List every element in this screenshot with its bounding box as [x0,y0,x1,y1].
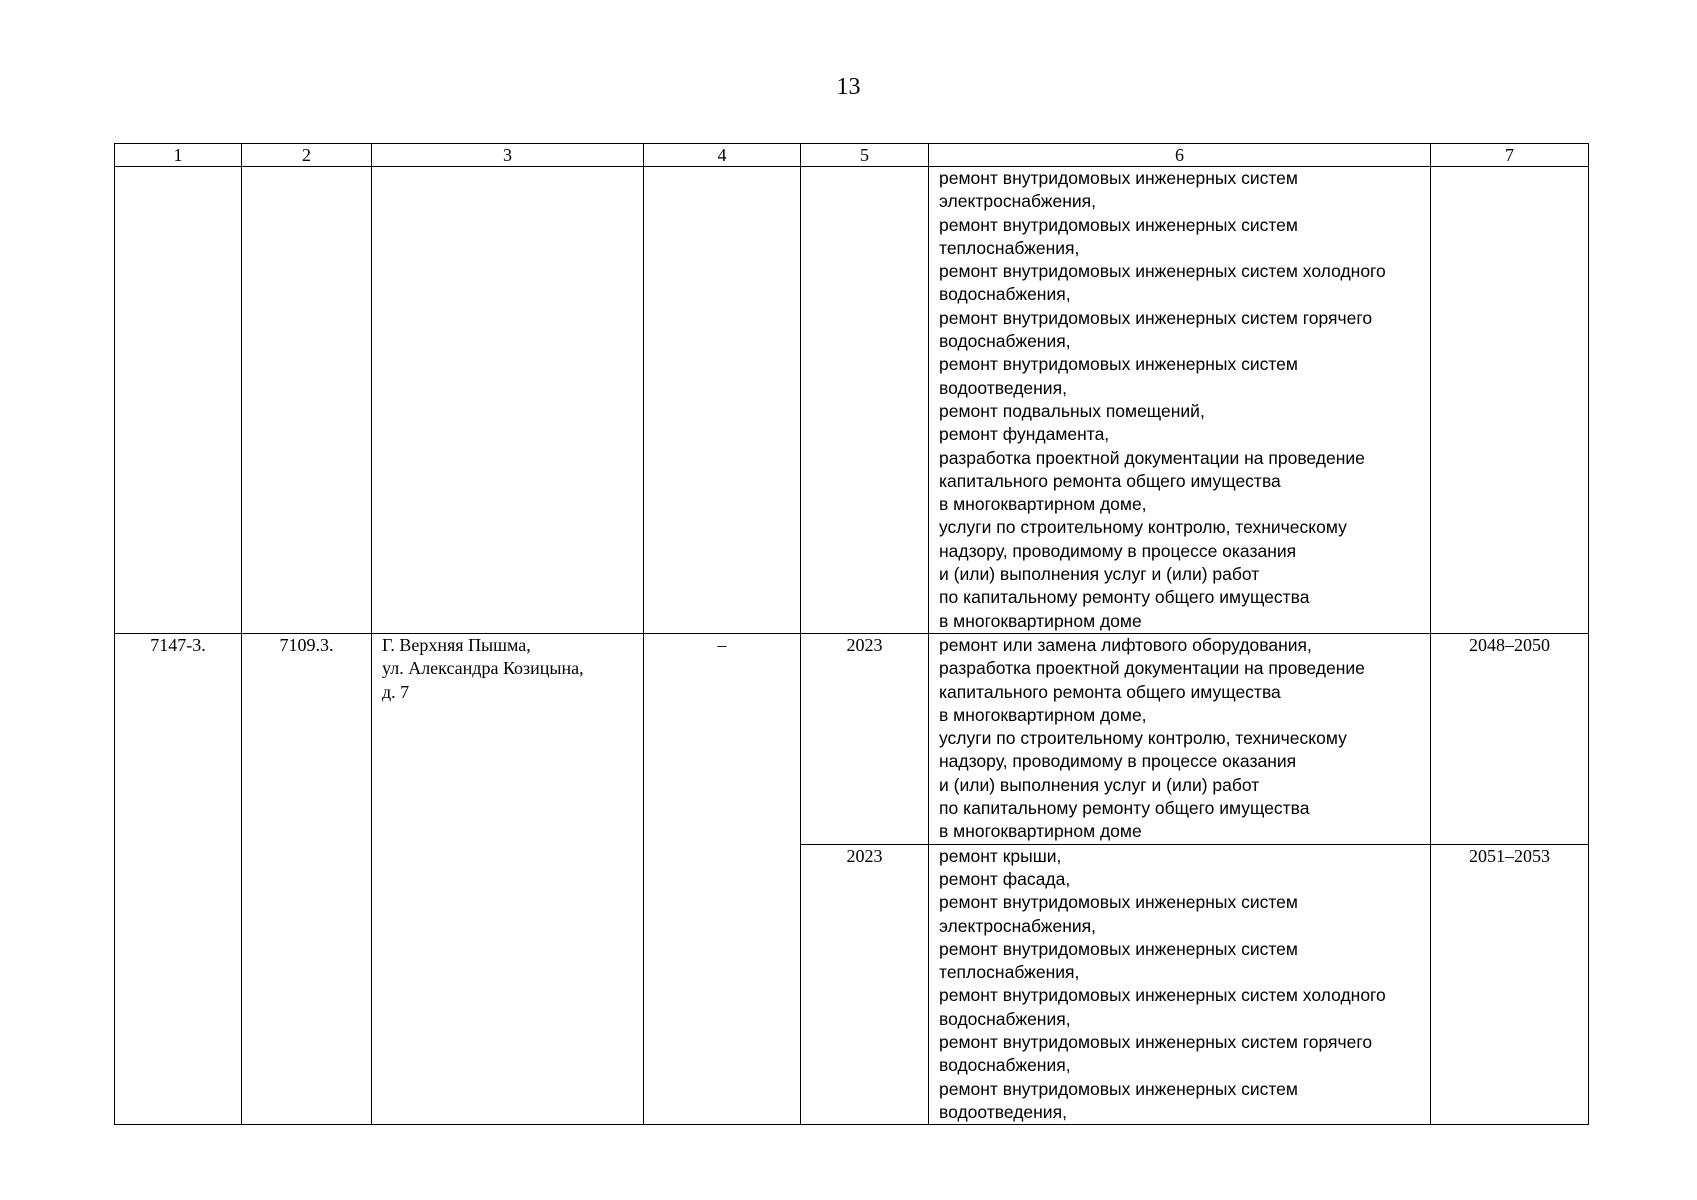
work-line: водоснабжения, [939,1055,1071,1076]
subrow-2-year: 2023 [801,844,929,1125]
work-line: ремонт внутридомовых инженерных систем [939,1078,1298,1099]
work-line: надзору, проводимому в процессе оказания [939,751,1297,772]
work-line: в многоквартирном доме [939,610,1142,631]
work-line: услуги по строительному контролю, техническому [939,728,1347,749]
page-number: 13 [836,74,861,100]
continuation-col-2 [242,167,372,634]
record-address [372,634,644,1125]
work-line: ремонт внутридомовых инженерных систем [939,892,1298,913]
work-line: и (или) выполнения услуг и (или) работ [939,774,1260,795]
column-number-1: 1 [115,144,242,167]
continuation-col-1 [115,167,242,634]
work-line: ремонт внутридомовых инженерных систем [939,354,1298,375]
work-line: водоснабжения, [939,1008,1071,1029]
work-line: ремонт внутридомовых инженерных систем холодного [939,985,1386,1006]
work-line: и (или) выполнения услуг и (или) работ [939,564,1260,585]
work-line: ремонт внутридомовых инженерных систем горячего [939,1032,1373,1053]
column-number-row [115,144,1589,167]
column-number-5: 5 [801,144,929,167]
column-number-6: 6 [929,144,1431,167]
work-line: ремонт внутридомовых инженерных систем [939,938,1298,959]
work-line: электроснабжения, [939,191,1097,212]
work-line: ремонт крыши, [939,845,1062,866]
work-line: ремонт или замена лифтового оборудования, [939,635,1312,655]
work-line: капитального ремонта общего имущества [939,470,1281,491]
subrow-1-numbers: 2048–2050 [1431,634,1589,845]
subrow-1-works [929,634,1431,845]
column-number-2: 2 [242,144,372,167]
subrow-1-year: 2023 [801,634,929,845]
work-line: водоснабжения, [939,284,1071,305]
work-line: по капитальному ремонту общего имущества [939,587,1310,608]
record-number: 7147-3. [115,634,242,1125]
work-line: по капитальному ремонту общего имущества [939,798,1310,819]
work-line: теплоснабжения, [939,962,1080,983]
work-line: в многоквартирном доме, [939,704,1147,725]
address-line: ул. Александра Козицына, [382,658,584,679]
continuation-row [115,167,1589,634]
record-col-4: – [644,634,801,1125]
continuation-col-5 [801,167,929,634]
work-line: услуги по строительному контролю, техническому [939,517,1347,538]
record-row [115,634,1589,845]
work-line: ремонт внутридомовых инженерных систем [939,214,1298,235]
work-line: надзору, проводимому в процессе оказания [939,540,1297,561]
work-line: водоснабжения, [939,331,1071,352]
continuation-col-3 [372,167,644,634]
record-code: 7109.3. [242,634,372,1125]
work-line: водоотведения, [939,377,1067,398]
column-number-4: 4 [644,144,801,167]
work-line: теплоснабжения, [939,237,1080,258]
subrow-2-numbers: 2051–2053 [1431,844,1589,1125]
continuation-col-4 [644,167,801,634]
work-line: водоотведения, [939,1101,1067,1122]
work-line: в многоквартирном доме [939,821,1142,842]
continuation-works-cell [929,167,1431,634]
continuation-col-7 [1431,167,1589,634]
work-line: ремонт внутридомовых инженерных систем [939,168,1298,188]
work-line: разработка проектной документации на проведение [939,447,1365,468]
work-line: разработка проектной документации на проведение [939,658,1365,679]
work-line: электроснабжения, [939,915,1097,936]
work-line: ремонт подвальных помещений, [939,400,1205,421]
work-line: ремонт фасада, [939,868,1071,889]
work-line: капитального ремонта общего имущества [939,681,1281,702]
work-line: ремонт фундамента, [939,424,1110,445]
subrow-2-works [929,844,1431,1125]
column-number-7: 7 [1431,144,1589,167]
address-line: Г. Верхняя Пышма, [382,635,531,655]
capital-repair-table [114,143,1589,1125]
work-line: в многоквартирном доме, [939,494,1147,515]
work-line: ремонт внутридомовых инженерных систем горячего [939,307,1373,328]
address-line: д. 7 [382,681,410,702]
work-line: ремонт внутридомовых инженерных систем холодного [939,261,1386,282]
column-number-3: 3 [372,144,644,167]
